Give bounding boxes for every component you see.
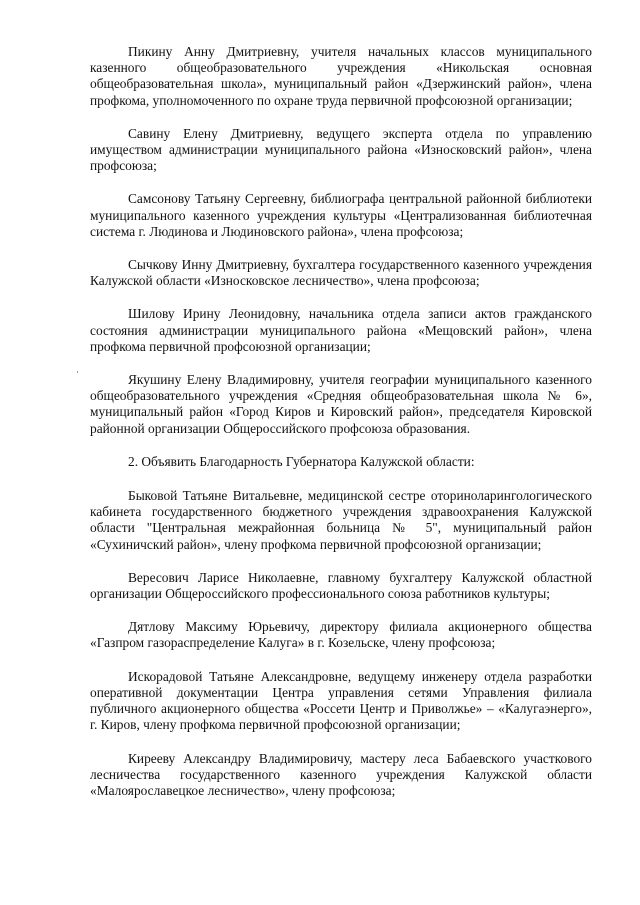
document-body bbox=[90, 44, 592, 816]
paragraph-veresovich: Вересович Ларисе Николаевне, главному бухгалтеру Калужской областной организации Общероссийского профессионального союза работников культуры; bbox=[90, 569, 592, 602]
paragraph-shilova: Шилову Ирину Леонидовну, начальника отдела записи актов гражданского состояния администрации муниципального района «Мещовский район», члена профкома первичной профсоюзной организации; bbox=[90, 306, 592, 354]
paragraph-sychkova: Сычкову Инну Дмитриевну, бухгалтера государственного казенного учреждения Калужской области «Износковское лесничество», члена профсоюза; bbox=[90, 257, 592, 289]
section-heading-gratitude: 2. Объявить Благодарность Губернатора Калужской области: bbox=[128, 453, 475, 469]
paragraph-bykova: Быковой Татьяне Витальевне, медицинской сестре оториноларингологического кабинета государственного бюджетного учреждения здравоохранения Калужской области "Центральная межрайонная больница № 5", муниципальный район «Сухиничский район», члену профкома первичной профсоюзной организации; bbox=[90, 488, 592, 552]
paragraph-savina: Савину Елену Дмитриевну, ведущего эксперта отдела по управлению имуществом администрации муниципального района «Износковский район», члена профсоюза; bbox=[90, 125, 592, 174]
scan-artifact-mark bbox=[77, 371, 78, 373]
paragraph-samsonova: Самсонову Татьяну Сергеевну, библиографа центральной районной библиотеки муниципального казенного учреждения культуры «Централизованная библиотечная система г. Людинова и Людиновского района», члена профсоюза; bbox=[90, 191, 592, 239]
paragraph-kireev: Кирееву Александру Владимировичу, мастеру леса Бабаевского участкового лесничества государственного казенного учреждения Калужской области «Малоярославецкое лесничество», члену профсоюза; bbox=[90, 750, 592, 798]
paragraph-dyatlov: Дятлову Максиму Юрьевичу, директору филиала акционерного общества «Газпром газораспределение Калуга» в г. Козельске, члену профсоюза; bbox=[90, 619, 592, 651]
paragraph-pikina: Пикину Анну Дмитриевну, учителя начальных классов муниципального казенного общеобразовательного учреждения «Никольская основная общеобразовательная школа», муниципальный район «Дзержинский район», члена профкома, уполномоченного по охране труда первичной профсоюзной организации; bbox=[90, 44, 592, 108]
paragraph-yakushina: Якушину Елену Владимировну, учителя географии муниципального казенного общеобразовательного учреждения «Средняя общеобразовательная школа № 6», муниципальный район «Город Киров и Кировский район», председателя Кировской районной организации Общероссийского профсоюза образования. bbox=[90, 372, 592, 436]
paragraph-iskoradova: Искорадовой Татьяне Александровне, ведущему инженеру отдела разработки оперативной документации Центра управления сетями Управления филиала публичного акционерного общества «Россети Центр и Приволжье» – «Калугаэнерго», г. Киров, члену профкома первичной профсоюзной организации; bbox=[90, 668, 592, 733]
